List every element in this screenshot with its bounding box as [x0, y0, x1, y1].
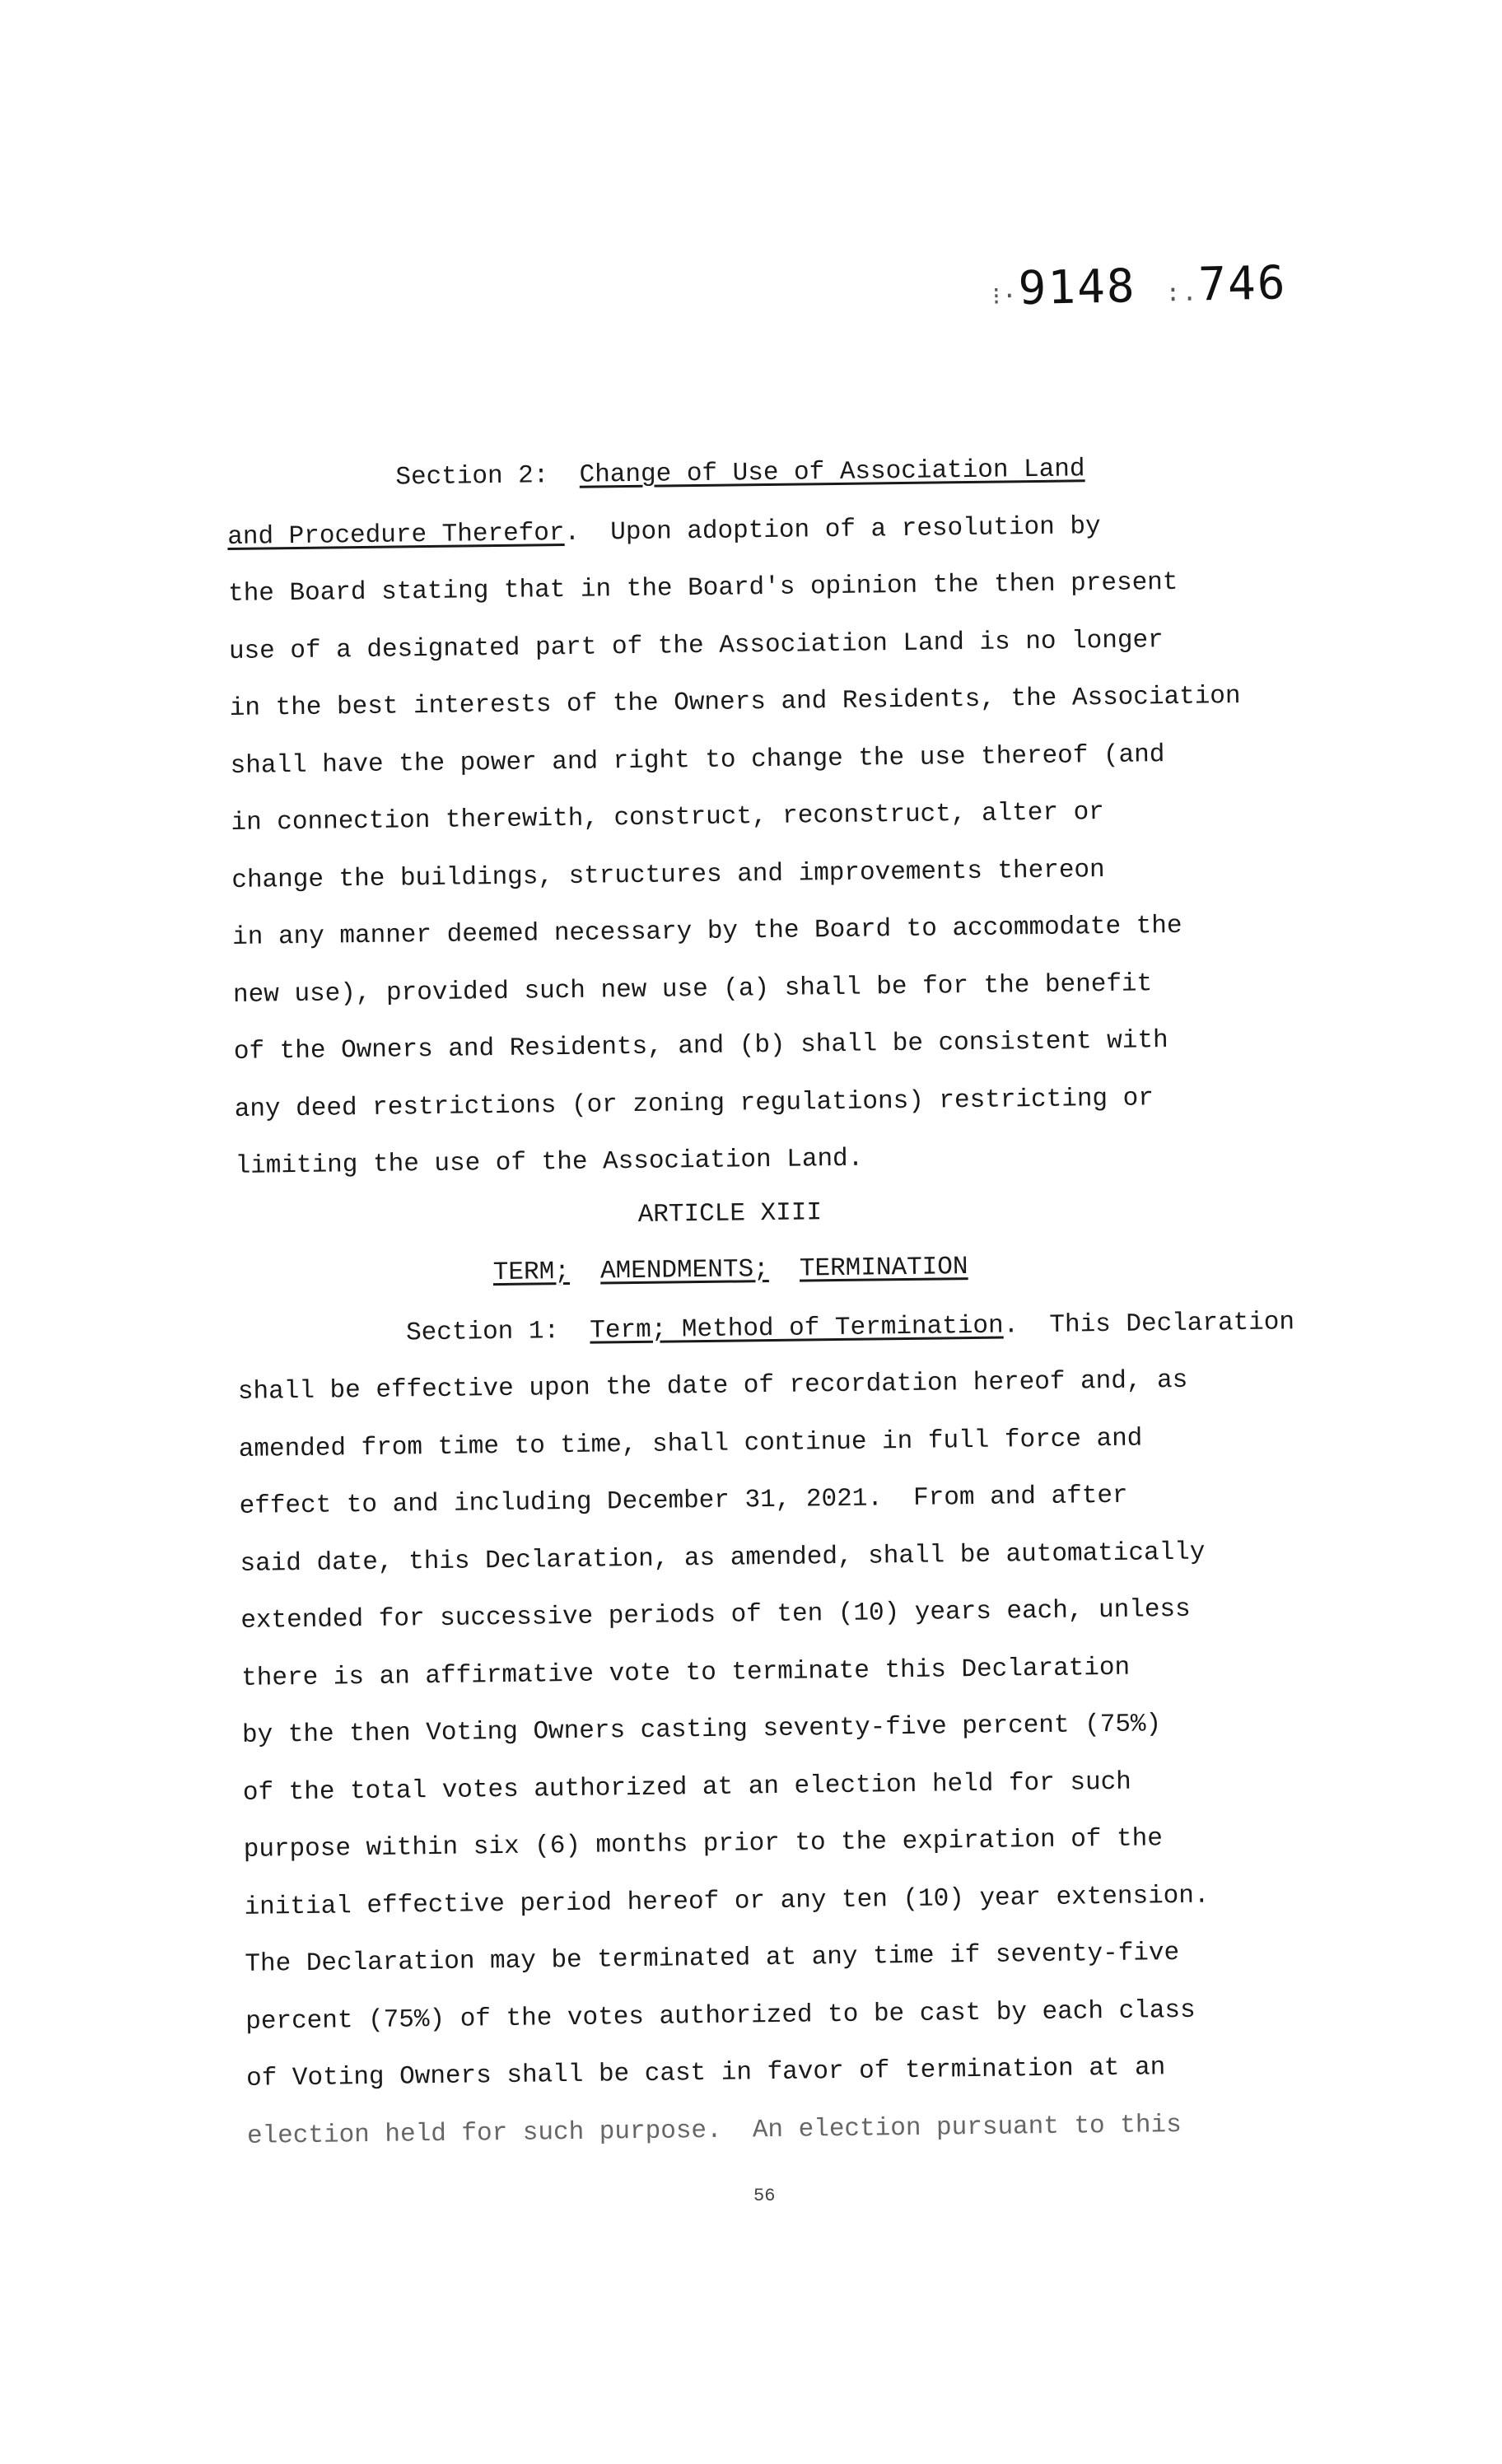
- article-title: ARTICLE XIII: [637, 1197, 823, 1230]
- section2-line: in the best interests of the Owners and Residents, the Association: [229, 681, 1241, 723]
- section2-line: in any manner deemed necessary by the Board to accommodate the: [232, 911, 1182, 952]
- section2-line: new use), provided such new use (a) shall be for the benefit: [232, 968, 1153, 1010]
- section2-line: in connection therewith, construct, reconstruct, alter or: [231, 798, 1105, 838]
- section1-line: by the then Voting Owners casting seventy-five percent (75%): [241, 1710, 1162, 1750]
- page-number: 56: [753, 2186, 776, 2206]
- article-subtitle-term: TERM;: [492, 1257, 571, 1287]
- article-subtitle-amendments: AMENDMENTS;: [599, 1254, 769, 1286]
- section2-line: any deed restrictions (or zoning regulations) restricting or: [234, 1083, 1154, 1124]
- page-reference: 746: [1197, 256, 1288, 312]
- document-body: [226, 437, 1416, 2165]
- section1-line: election held for such purpose. An election pursuant to this: [246, 2110, 1182, 2151]
- section1-label: Section 1:: [405, 1316, 560, 1347]
- reference-separator: :.: [1165, 278, 1199, 308]
- recording-reference: [991, 256, 1287, 315]
- section2-line: shall have the power and right to change the use thereof (and: [230, 740, 1165, 781]
- section2-line: the Board stating that in the Board's opinion the then present: [227, 567, 1178, 609]
- section2-line-tail: . Upon adoption of a resolution by: [564, 511, 1101, 548]
- section1-line: said date, this Declaration, as amended, shall be automatically: [240, 1538, 1206, 1579]
- section2-label: Section 2:: [395, 461, 549, 492]
- section1-line: The Declaration may be terminated at any time if seventy-five: [245, 1939, 1180, 1979]
- section1-line: percent (75%) of the votes authorized to be cast by each class: [245, 1995, 1196, 2037]
- section2-heading-continued: and Procedure Therefor: [227, 518, 565, 552]
- section1-line: of the total votes authorized at an election held for such: [242, 1767, 1132, 1808]
- section2-line: change the buildings, structures and improvements thereon: [231, 855, 1105, 895]
- section2-line: limiting the use of the Association Land.: [235, 1144, 864, 1181]
- section2-heading: Change of Use of Association Land: [579, 455, 1085, 490]
- section1-line: extended for successive periods of ten (10) years each, unless: [240, 1594, 1191, 1636]
- section1-line: effect to and including December 31, 2021. From and after: [239, 1481, 1128, 1521]
- section1-line-tail: . This Declaration: [1003, 1307, 1295, 1341]
- section1-line: shall be effective upon the date of recordation hereof and, as: [237, 1365, 1188, 1407]
- section2-line: use of a designated part of the Association Land is no longer: [228, 625, 1164, 666]
- section1-line: purpose within six (6) months prior to the expiration of the: [243, 1824, 1164, 1864]
- section1-heading: Term; Method of Termination: [590, 1311, 1004, 1346]
- section1-line: there is an affirmative vote to terminate this Declaration: [240, 1653, 1131, 1693]
- section2-line: of the Owners and Residents, and (b) shall be consistent with: [233, 1026, 1168, 1066]
- book-number: 9148: [1017, 259, 1137, 316]
- article-subtitle-termination: TERMINATION: [799, 1252, 968, 1284]
- reference-prefix: ⁝·: [991, 282, 1019, 311]
- section1-line: amended from time to time, shall continue in full force and: [238, 1424, 1143, 1464]
- section1-line: of Voting Owners shall be cast in favor of termination at an: [245, 2053, 1166, 2093]
- section1-line: initial effective period hereof or any ten (10) year extension.: [244, 1881, 1210, 1922]
